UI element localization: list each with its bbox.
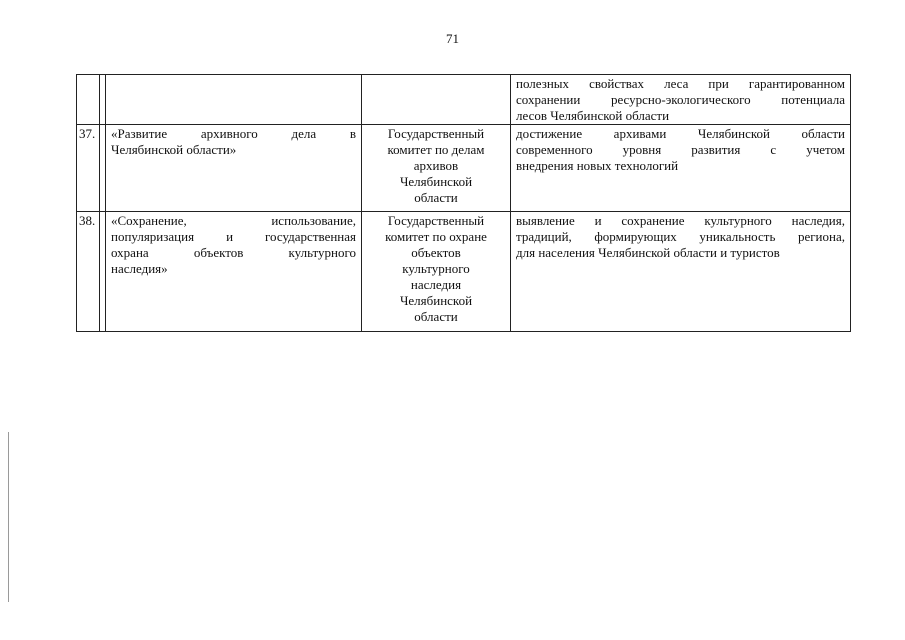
organization-cell bbox=[362, 75, 511, 125]
organization-line: области bbox=[414, 309, 458, 324]
organization-line: области bbox=[414, 190, 458, 205]
row-number-cell: 38. bbox=[77, 212, 100, 332]
result-line: для населения Челябинской области и туристов bbox=[516, 245, 780, 260]
program-name-cell bbox=[106, 212, 362, 332]
name-line: охрана объектов культурного bbox=[111, 245, 356, 260]
result-line: традиций, формирующих уникальность региона, bbox=[516, 229, 845, 244]
organization-line: Челябинской bbox=[399, 174, 473, 189]
name-line: «Развитие архивного дела в bbox=[111, 126, 356, 141]
organization-line: Государственный bbox=[387, 213, 485, 228]
page-number: 71 bbox=[446, 31, 459, 46]
row-number-cell bbox=[77, 75, 100, 125]
expected-result-cell bbox=[511, 125, 851, 212]
organization-line: объектов bbox=[411, 245, 461, 260]
result-line: лесов Челябинской области bbox=[516, 108, 670, 123]
organization-line: комитет по охране bbox=[385, 229, 487, 244]
organization-cell bbox=[362, 125, 511, 212]
name-line: Челябинской области» bbox=[111, 142, 237, 157]
organization-line: культурного bbox=[402, 261, 470, 276]
organization-line: наследия bbox=[410, 277, 462, 292]
result-line: современного уровня развития с учетом bbox=[516, 142, 845, 157]
organization-line: архивов bbox=[413, 158, 459, 173]
expected-result-cell bbox=[511, 212, 851, 332]
name-line: популяризация и государственная bbox=[111, 229, 356, 244]
organization-line: Челябинской bbox=[399, 293, 473, 308]
table-row bbox=[77, 212, 851, 332]
program-name-cell bbox=[106, 125, 362, 212]
organization-cell bbox=[362, 212, 511, 332]
result-line: сохранении ресурсно-экологического потенциала bbox=[516, 92, 845, 107]
scan-edge-mark bbox=[8, 432, 9, 602]
expected-result-cell bbox=[511, 75, 851, 125]
name-line: «Сохранение, использование, bbox=[111, 213, 356, 228]
result-line: полезных свойствах леса при гарантированном bbox=[516, 76, 845, 91]
program-name-cell bbox=[106, 75, 362, 125]
result-line: внедрения новых технологий bbox=[516, 158, 679, 173]
result-line: выявление и сохранение культурного наследия, bbox=[516, 213, 845, 228]
table-row bbox=[77, 125, 851, 212]
name-line: наследия» bbox=[111, 261, 168, 276]
result-line: достижение архивами Челябинской области bbox=[516, 126, 845, 141]
organization-line: комитет по делам bbox=[387, 142, 485, 157]
program-table bbox=[76, 74, 851, 332]
organization-line: Государственный bbox=[387, 126, 485, 141]
row-number-cell: 37. bbox=[77, 125, 100, 212]
table-row-continuation bbox=[77, 75, 851, 125]
